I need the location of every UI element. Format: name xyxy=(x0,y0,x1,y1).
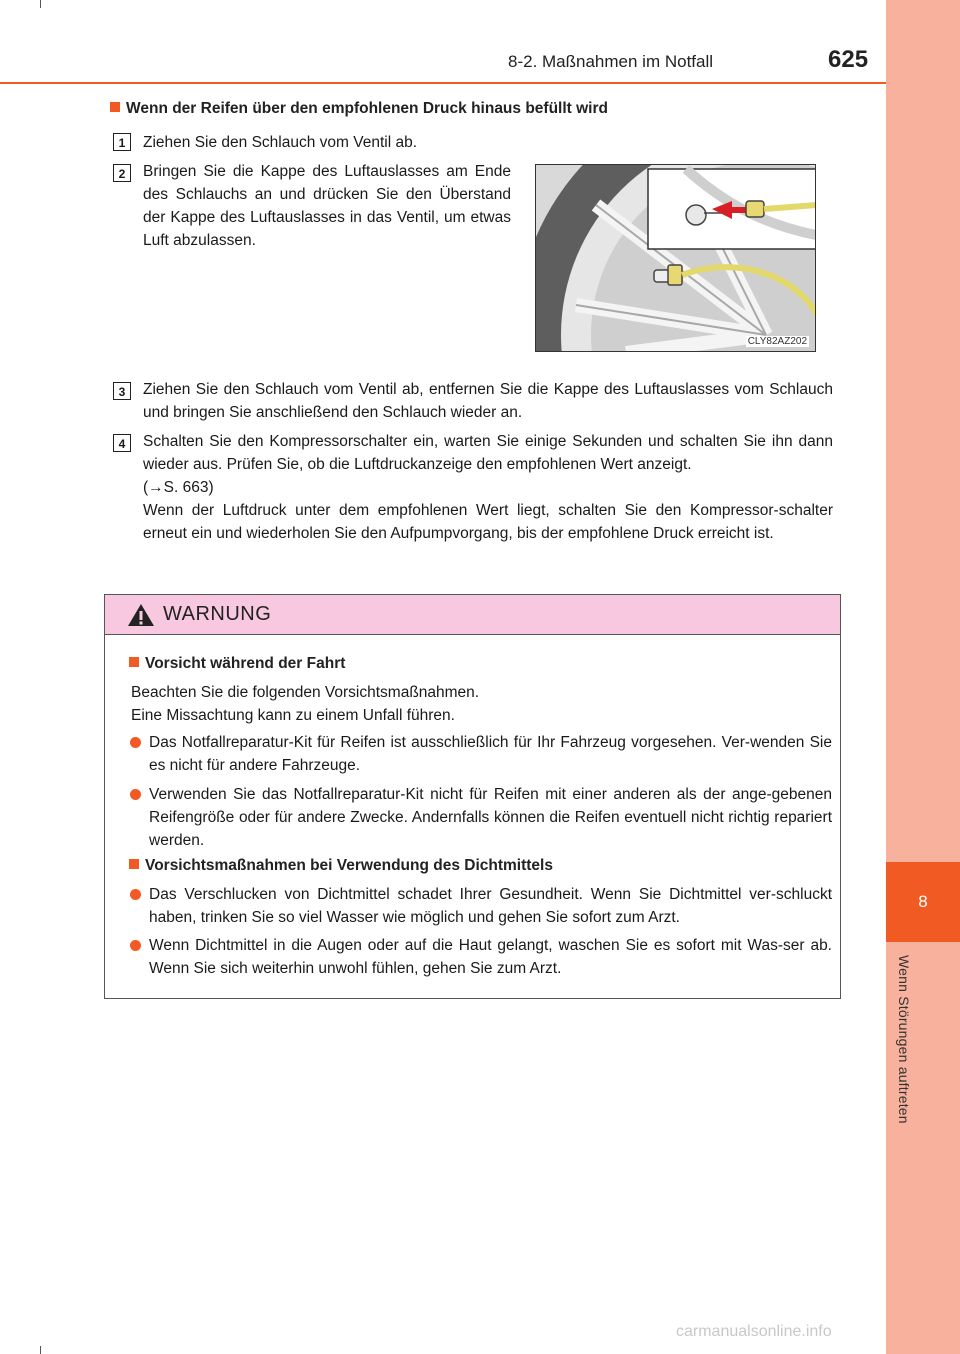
bullet-dot-icon xyxy=(130,940,141,951)
tire-valve-illustration xyxy=(535,164,816,352)
step-badge-3: 3 xyxy=(113,382,131,400)
warning-header xyxy=(105,595,840,635)
warning-intro-2: Eine Missachtung kann zu einem Unfall führen. xyxy=(131,707,455,724)
warning-block-1-heading xyxy=(129,655,345,673)
step-4-note: Wenn der Luftdruck unter dem empfohlenen Wert liegt, schalten Sie den Kompressor-schalter erneut ein und wiederholen Sie den Aufpumpvorgang, bis der empfohlene Druck erreicht ist. xyxy=(143,502,833,542)
watermark: carmanualsonline.info xyxy=(676,1323,832,1340)
figure-code: CLY82AZ202 xyxy=(747,336,807,347)
crop-mark xyxy=(40,0,41,8)
warning-triangle-icon xyxy=(127,603,155,627)
step-badge-1: 1 xyxy=(113,133,131,151)
page-number: 625 xyxy=(828,46,869,73)
step-badge-4: 4 xyxy=(113,434,131,452)
step-4-instruction: Schalten Sie den Kompressorschalter ein, warten Sie einige Sekunden und schalten Sie ihn dann wieder aus. Prüfen Sie, ob die Luftdruckanzeige den empfohlenen Wert anzeigt. xyxy=(143,433,833,473)
bullet-dot-icon xyxy=(130,789,141,800)
square-bullet-icon xyxy=(110,102,120,112)
crop-mark xyxy=(40,1346,41,1354)
square-bullet-icon xyxy=(129,859,139,869)
warning-block-1-heading-text: Vorsicht während der Fahrt xyxy=(145,655,346,672)
running-header: 8-2. Maßnahmen im Notfall xyxy=(508,52,714,71)
bullet-dot-icon xyxy=(130,737,141,748)
warning-bullet-text: Wenn Dichtmittel in die Augen oder auf die Haut gelangt, waschen Sie es sofort mit Was-ser ab. Wenn Sie sich weiterhin unwohl fühlen, gehen Sie zum Arzt. xyxy=(149,937,832,977)
warning-title: WARNUNG xyxy=(163,603,272,625)
step-text-1: Ziehen Sie den Schlauch vom Ventil ab. xyxy=(143,134,418,151)
warning-block-2-heading xyxy=(129,857,553,875)
warning-intro-1: Beachten Sie die folgenden Vorsichtsmaßnahmen. xyxy=(131,684,480,701)
warning-box xyxy=(104,594,841,999)
warning-bullet-text: Das Verschlucken von Dichtmittel schadet Ihrer Gesundheit. Wenn Sie Dichtmittel ver-schluckt haben, trinken Sie so viel Wasser wie möglich und gehen Sie sofort zum Arzt. xyxy=(149,886,832,926)
step-text-3: Ziehen Sie den Schlauch vom Ventil ab, entfernen Sie die Kappe des Luftauslasses vom Schlauch und bringen Sie anschließend den Schlauch wieder an. xyxy=(143,381,833,421)
bullet-dot-icon xyxy=(130,889,141,900)
square-bullet-icon xyxy=(129,657,139,667)
chapter-number: 8 xyxy=(918,892,928,911)
warning-block-2-heading-text: Vorsichtsmaßnahmen bei Verwendung des Dichtmittels xyxy=(145,857,553,874)
page-reference-link[interactable]: (→S. 663) xyxy=(143,479,214,496)
warning-bullet-text: Das Notfallreparatur-Kit für Reifen ist ausschließlich für Ihr Fahrzeug vorgesehen. Ver-wenden Sie es nicht für andere Fahrzeuge. xyxy=(149,734,832,774)
step-text-4 xyxy=(143,430,833,545)
warning-bullet-text: Verwenden Sie das Notfallreparatur-Kit nicht für Reifen mit einer anderen als der ange-gebenen Reifengröße oder für andere Zwecke. Andernfalls können die Reifen eventuell nicht richtig repariert werden. xyxy=(149,786,832,849)
tire-valve-drawing xyxy=(536,165,816,352)
chapter-label: Wenn Störungen auftreten xyxy=(896,955,912,1124)
step-text-2: Bringen Sie die Kappe des Luftauslasses am Ende des Schlauchs an und drücken Sie den Überstand der Kappe des Luftauslasses in das Ventil, um etwas Luft abzulassen. xyxy=(143,163,511,249)
section-heading-text: Wenn der Reifen über den empfohlenen Druck hinaus befüllt wird xyxy=(126,100,608,117)
step-badge-2: 2 xyxy=(113,164,131,182)
section-heading xyxy=(110,100,608,118)
chapter-tab xyxy=(886,862,960,942)
header-rule xyxy=(0,82,886,84)
